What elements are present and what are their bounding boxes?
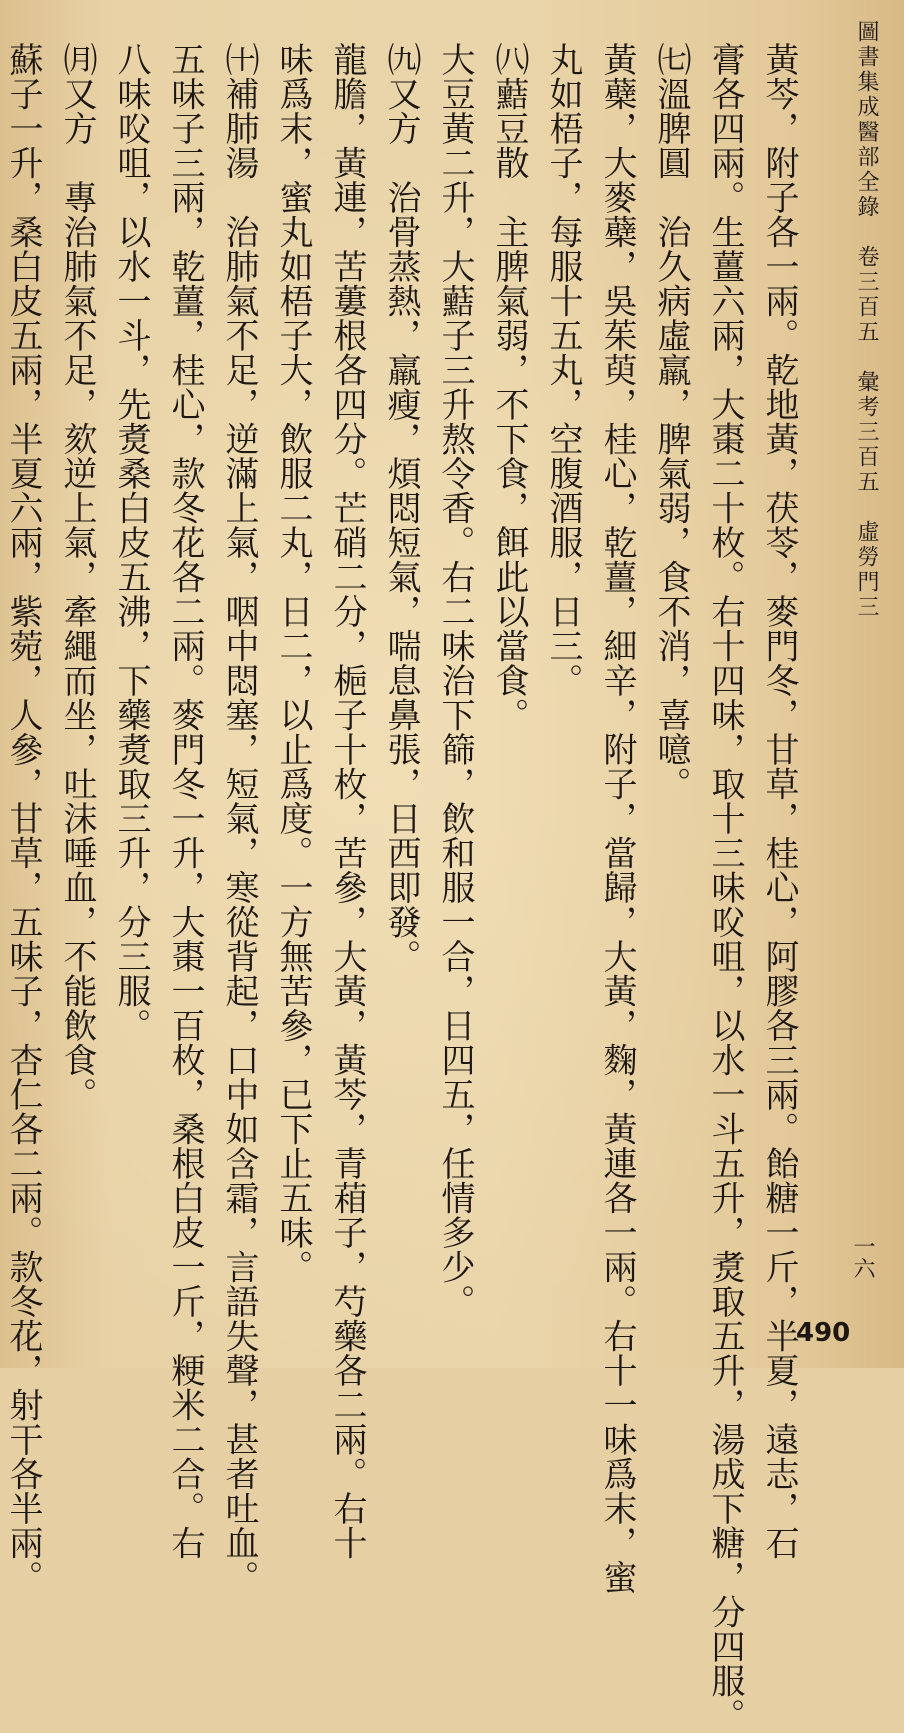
- text-column: 黃芩，附子各一兩。乾地黃，茯苓，麥門冬，甘草，桂心，阿膠各三兩。飴糖一斤，半夏，遠志，石: [759, 42, 799, 1560]
- text-column: 丸如梧子，每服十五丸，空腹酒服，日三。: [543, 42, 583, 698]
- text-column: ㈪又方 專治肺氣不足，欬逆上氣，牽繩而坐，吐沫唾血，不能飲食。: [57, 42, 97, 1112]
- header-page-number: 一六: [850, 1235, 875, 1279]
- text-column: 八味㕮咀，以水一斗，先煑桑白皮五沸，下藥煑取三升，分三服。: [111, 42, 151, 1043]
- text-column: 黃蘗，大麥蘗，吳茱萸，桂心，乾薑，細辛，附子，當歸，大黃，麴，黃連各一兩。右十一味爲末，蜜: [597, 42, 637, 1595]
- text-column: ㈨又方 治骨蒸熱，羸瘦，煩悶短氣，喘息鼻張，日西即發。: [381, 42, 421, 974]
- text-column: ㈧䕸豆散 主脾氣弱，不下食，餌此以當食。: [489, 42, 529, 732]
- text-column: 味爲末，蜜丸如梧子大，飲服二丸，日二，以止爲度。一方無苦參，已下止五味。: [273, 42, 313, 1284]
- folio-number: 490: [796, 1318, 851, 1348]
- text-column: 膏各四兩。生薑六兩，大棗二十枚。右十四味，取十三味㕮咀，以水一斗五升，煑取五升，湯成下糖，分四服。: [705, 42, 745, 1733]
- header-title: 圖書集成醫部全錄 卷三百五 彙考三百五 虛勞門三: [854, 20, 879, 620]
- text-columns: [3, 42, 804, 1733]
- text-column: ㈦溫脾圓 治久病虛羸，脾氣弱，食不消，喜噫。: [651, 42, 691, 801]
- text-column: 五味子三兩，乾薑，桂心，款冬花各二兩。麥門冬一升，大棗一百枚，桑根白皮一斤，粳米二合。右: [165, 42, 205, 1560]
- text-column: ㈩補肺湯 治肺氣不足，逆滿上氣，咽中悶塞，短氣，寒從背起，口中如含霜，言語失聲，甚者吐血。: [219, 42, 259, 1595]
- running-header: [842, 20, 882, 1340]
- text-column: 龍膽，黃連，苦蔞根各四分。芒硝二分，梔子十枚，苦參，大黃，黃芩，青葙子，芍藥各二兩。右十: [327, 42, 367, 1560]
- text-column: 蘇子一升，桑白皮五兩，半夏六兩，紫菀，人參，甘草，五味子，杏仁各二兩。款冬花，射干各半兩。: [3, 42, 43, 1595]
- text-column: 大豆黃二升，大䕸子三升熬令香。右二味治下篩，飲和服一合，日四五，任情多少。: [435, 42, 475, 1319]
